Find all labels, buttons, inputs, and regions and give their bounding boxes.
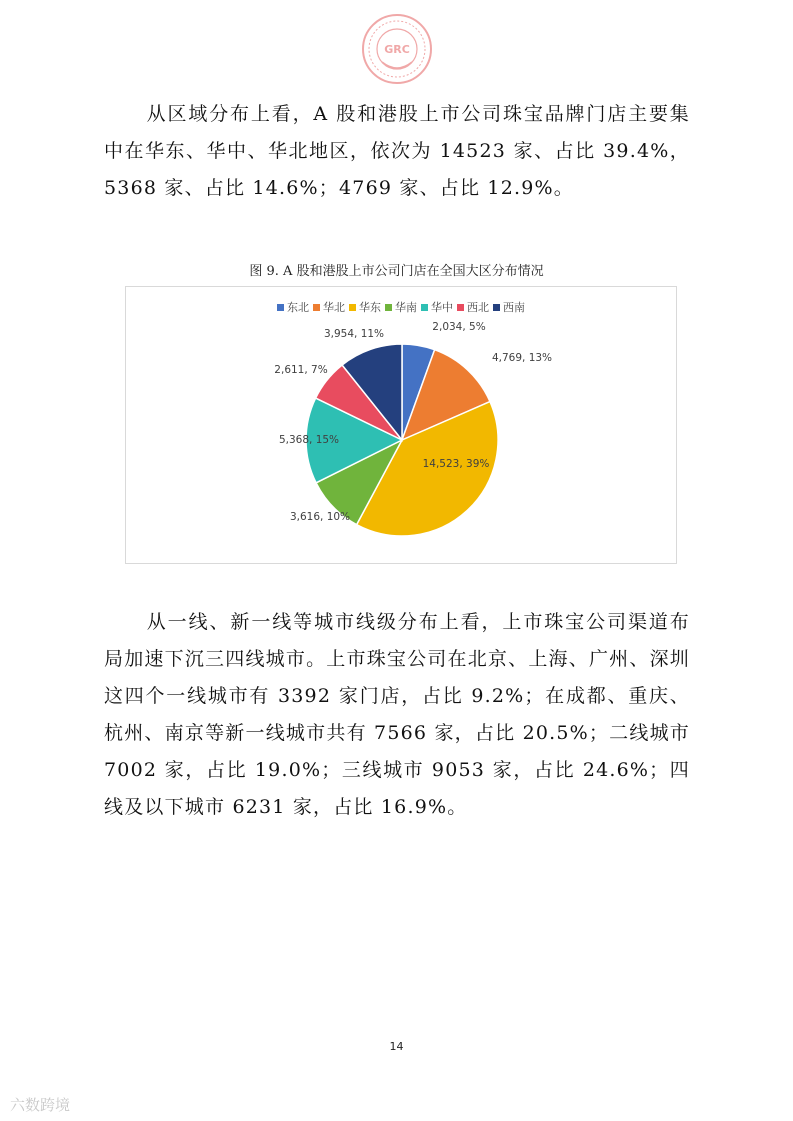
pie-chart-container: [125, 286, 677, 564]
slice-data-label: 2,611, 7%: [274, 364, 328, 376]
paragraph-city-tier-distribution: 从一线、新一线等城市线级分布上看，上市珠宝公司渠道布局加速下沉三四线城市。上市珠宝公司在北京、上海、广州、深圳这四个一线城市有 3392 家门店，占比 9.2%；在成都、重庆、杭州、南京等新一线城市共有 7566 家，占比 20.5%；二线城市 7002 家，占比 19.0%；三线城市 9053 家，占比 24.6%；四线及以下城市 6231 家，占比 16.9%。: [104, 611, 690, 818]
legend-label: 西北: [467, 301, 489, 314]
slice-data-label: 14,523, 39%: [422, 458, 490, 470]
figure-caption: 图 9. A 股和港股上市公司门店在全国大区分布情况: [249, 264, 544, 279]
watermark: 六数跨境: [10, 1096, 71, 1114]
legend-label: 华北: [323, 301, 345, 314]
legend-label: 东北: [287, 301, 309, 314]
page-number: 14: [389, 1040, 404, 1053]
pie-chart: [126, 287, 676, 563]
slice-data-label: 5,368, 15%: [278, 434, 340, 446]
legend-label: 华中: [431, 301, 453, 314]
legend-label: 华东: [359, 301, 381, 314]
paragraph-region-distribution: 从区域分布上看，A 股和港股上市公司珠宝品牌门店主要集中在华东、华中、华北地区，依次为 14523 家、占比 39.4%，5368 家、占比 14.6%；4769 家、占比 12.9%。: [104, 103, 690, 199]
slice-data-label: 3,954, 11%: [323, 328, 385, 340]
legend-label: 西南: [503, 301, 525, 314]
seal-logo: [360, 12, 434, 86]
svg-text:GRC: GRC: [384, 43, 410, 56]
legend-label: 华南: [395, 301, 417, 314]
slice-data-label: 2,034, 5%: [432, 321, 486, 333]
slice-data-label: 3,616, 10%: [289, 511, 351, 523]
slice-data-label: 4,769, 13%: [491, 352, 553, 364]
